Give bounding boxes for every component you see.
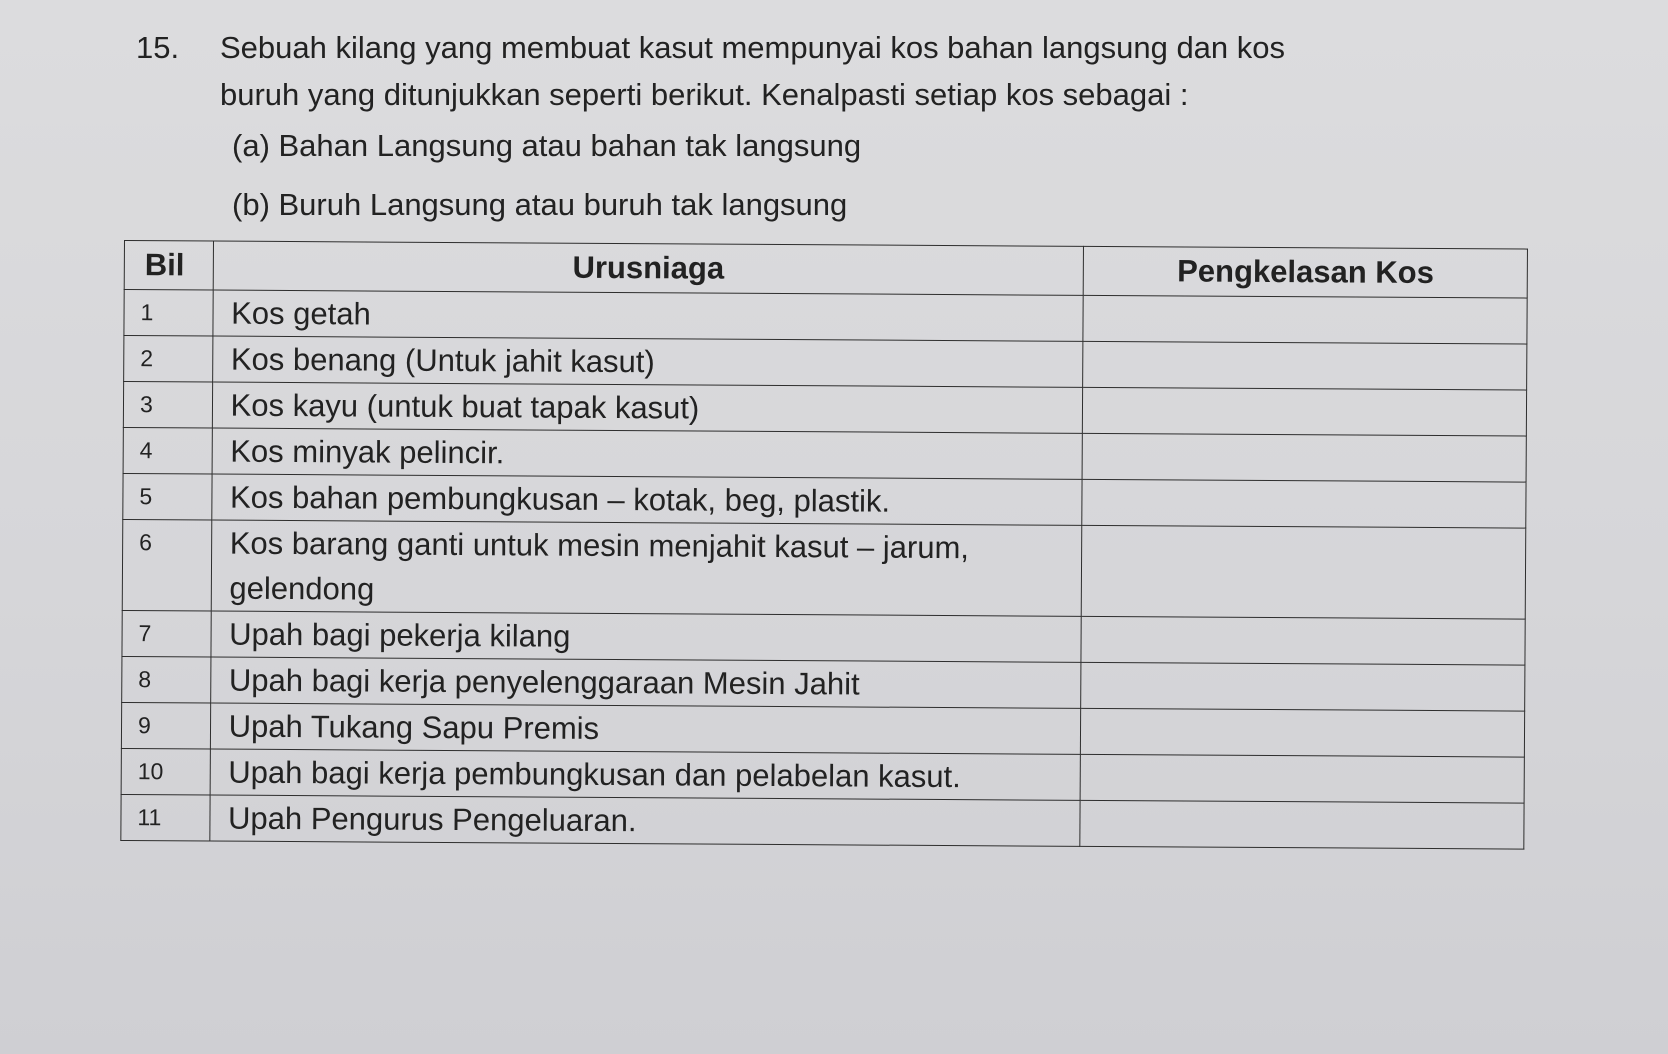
- row-pengkelasan-answer[interactable]: [1083, 295, 1527, 344]
- question-first-line: [136, 24, 1476, 71]
- table-row: [121, 794, 1524, 849]
- table-row: [121, 702, 1524, 757]
- cost-classification-table: [120, 240, 1528, 850]
- question-text-line2: buruh yang ditunjukkan seperti berikut. Kenalpasti setiap kos sebagai :: [220, 77, 1189, 112]
- question-number: 15.: [136, 30, 180, 65]
- row-pengkelasan-answer[interactable]: [1081, 616, 1525, 665]
- row-bil: 10: [121, 748, 210, 795]
- row-bil: 9: [121, 702, 210, 749]
- row-pengkelasan-answer[interactable]: [1080, 754, 1524, 803]
- row-bil: 6: [122, 519, 211, 611]
- row-urusniaga: Kos minyak pelincir.: [212, 428, 1083, 479]
- row-urusniaga: Upah Tukang Sapu Premis: [210, 703, 1081, 754]
- row-urusniaga: Kos benang (Untuk jahit kasut): [212, 336, 1083, 387]
- table-row: [124, 336, 1527, 391]
- row-pengkelasan-answer[interactable]: [1081, 708, 1525, 757]
- row-bil: 4: [123, 427, 212, 474]
- table-row: [123, 473, 1526, 528]
- row-urusniaga: Upah bagi kerja penyelenggaraan Mesin Jahit: [210, 657, 1081, 708]
- header-pengkelasan-kos: Pengkelasan Kos: [1084, 246, 1528, 298]
- row-pengkelasan-answer[interactable]: [1082, 433, 1526, 482]
- question-block: [136, 24, 1476, 228]
- row-pengkelasan-answer[interactable]: [1082, 479, 1526, 528]
- row-urusniaga: Kos bahan pembungkusan – kotak, beg, plastik.: [211, 474, 1082, 525]
- question-part-b: (b) Buruh Langsung atau buruh tak langsung: [232, 187, 848, 222]
- row-bil: 2: [124, 336, 213, 383]
- header-bil: Bil: [124, 241, 213, 291]
- row-urusniaga: Kos getah: [213, 290, 1084, 341]
- table-row: [123, 382, 1526, 437]
- table-row: [121, 748, 1524, 803]
- row-pengkelasan-answer[interactable]: [1083, 387, 1527, 436]
- row-bil: 11: [121, 794, 210, 841]
- row-bil: 7: [122, 610, 211, 657]
- row-pengkelasan-answer[interactable]: [1080, 800, 1524, 849]
- row-pengkelasan-answer[interactable]: [1083, 341, 1527, 390]
- question-second-line: [136, 71, 1476, 118]
- row-urusniaga: Kos barang ganti untuk mesin menjahit kasut – jarum, gelendong: [211, 520, 1082, 616]
- table-header-row: [124, 241, 1527, 299]
- row-bil: 5: [123, 473, 212, 520]
- table-row: [123, 427, 1526, 482]
- row-pengkelasan-answer[interactable]: [1082, 525, 1526, 619]
- question-text-line1: Sebuah kilang yang membuat kasut mempunyai kos bahan langsung dan kos: [220, 30, 1286, 65]
- row-bil: 1: [124, 290, 213, 337]
- table-row: [124, 290, 1527, 345]
- row-urusniaga: Upah bagi pekerja kilang: [211, 611, 1082, 662]
- row-pengkelasan-answer[interactable]: [1081, 662, 1525, 711]
- question-part-a: (a) Bahan Langsung atau bahan tak langsung: [232, 128, 862, 163]
- row-urusniaga: Kos kayu (untuk buat tapak kasut): [212, 382, 1083, 433]
- table-row: [122, 519, 1526, 619]
- table-row: [122, 656, 1525, 711]
- row-bil: 8: [122, 656, 211, 703]
- header-urusniaga: Urusniaga: [213, 241, 1084, 295]
- table-row: [122, 610, 1525, 665]
- row-bil: 3: [123, 382, 212, 429]
- row-urusniaga: Upah Pengurus Pengeluaran.: [209, 795, 1080, 846]
- row-urusniaga: Upah bagi kerja pembungkusan dan pelabelan kasut.: [210, 749, 1081, 800]
- question-indent: [136, 71, 220, 118]
